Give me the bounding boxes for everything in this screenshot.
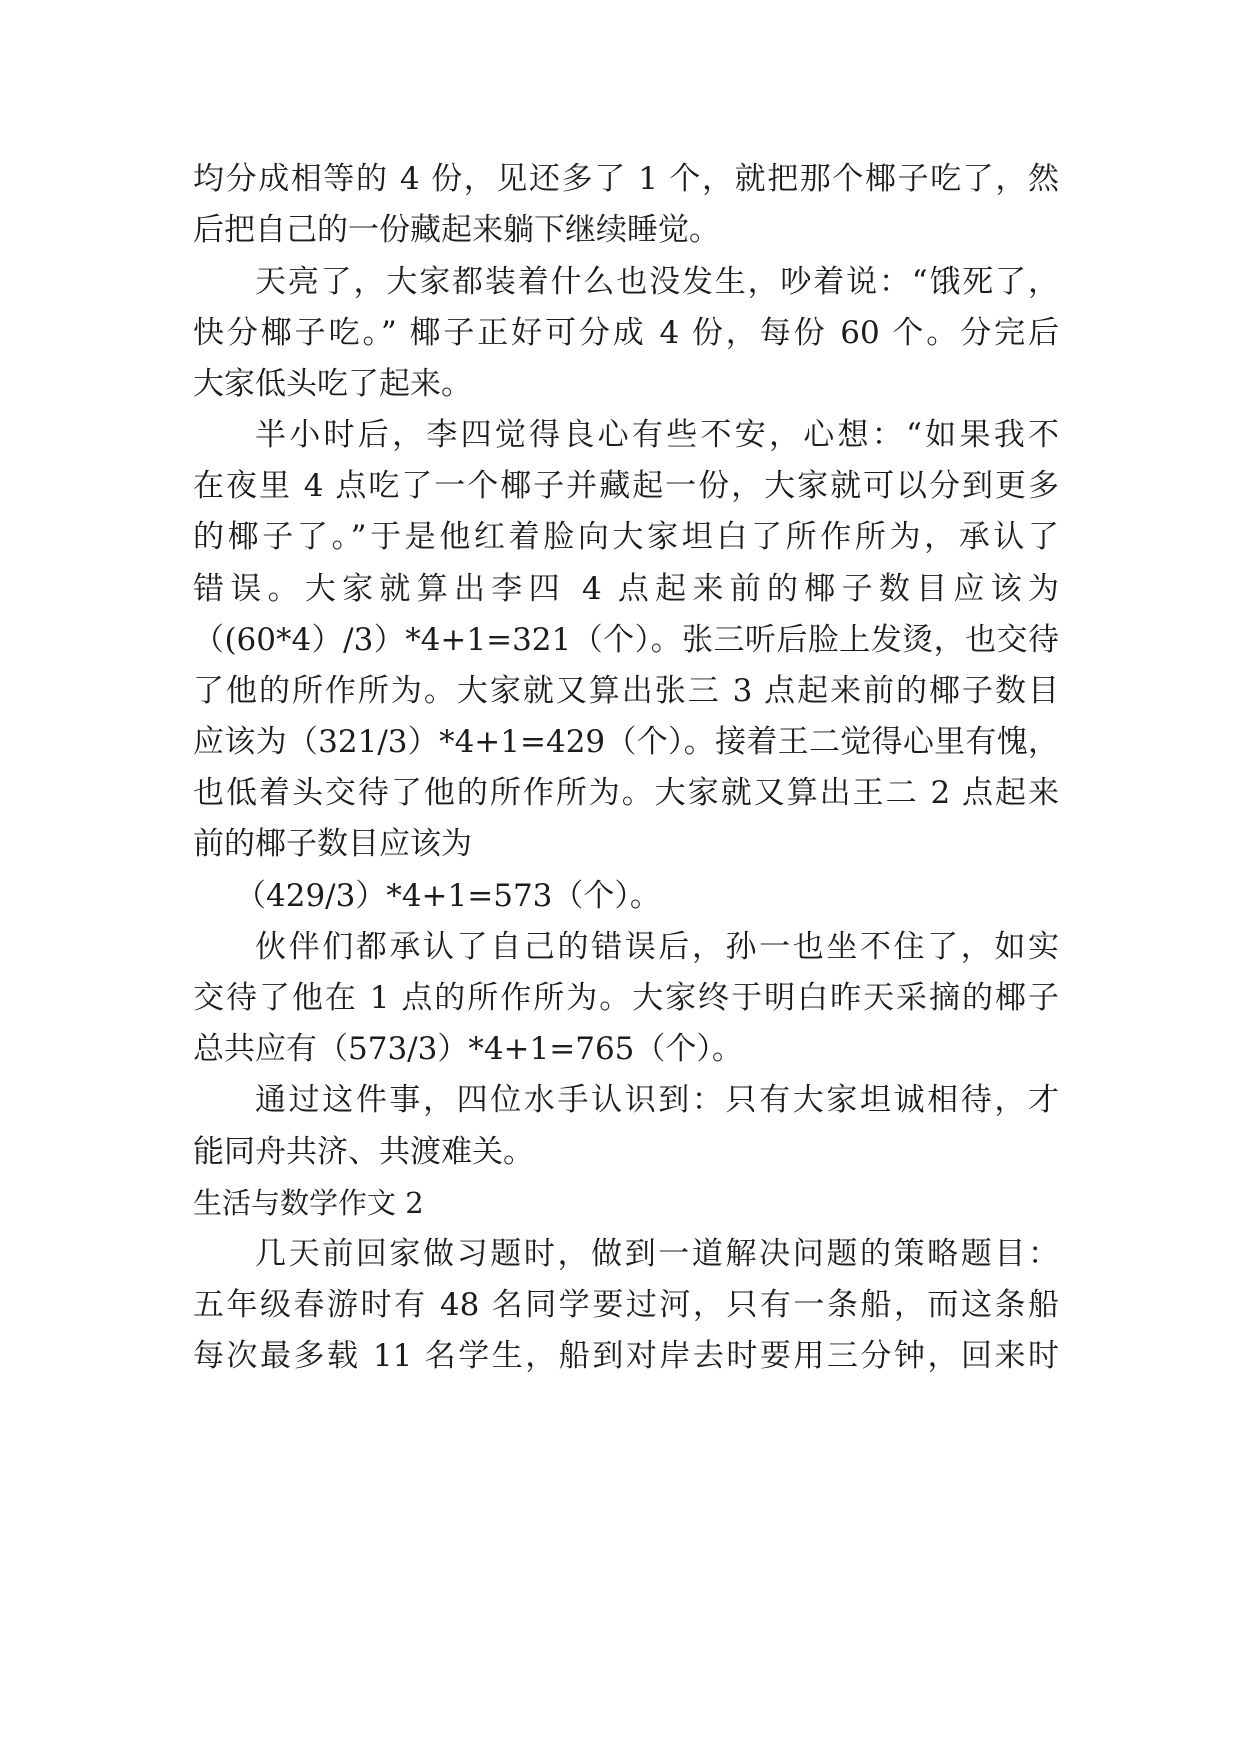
paragraph-line: 能同舟共济、共渡难关。 [193,1134,534,1170]
paragraph-first-line: 伙伴们都承认了自己的错误后，孙一也坐不住了，如实 [255,929,1059,965]
formula-line: （429/3）*4+1=573（个）。 [235,878,661,914]
paragraph-line: 后把自己的一份藏起来躺下继续睡觉。 [193,212,720,248]
paragraph-line: 在夜里 4 点吃了一个椰子并藏起一份，大家就可以分到更多 [193,468,1059,504]
formula-line: 总共应有（573/3）*4+1=765（个）。 [193,1031,743,1067]
paragraph-line: 错误。大家就算出李四 4 点起来前的椰子数目应该为 [193,571,1059,607]
section-heading: 生活与数学作文 2 [193,1186,424,1220]
paragraph-line: 快分椰子吃。” 椰子正好可分成 4 份，每份 60 个。分完后 [193,315,1059,351]
formula-line: 应该为（321/3）*4+1=429（个）。接着王二觉得心里有愧， [193,724,1059,760]
paragraph-line: 也低着头交待了他的所作所为。大家就又算出王二 2 点起来 [193,775,1059,811]
paragraph-line: 前的椰子数目应该为 [193,826,472,862]
paragraph-line: 均分成相等的 4 份，见还多了 1 个，就把那个椰子吃了，然 [193,161,1059,197]
paragraph-line: 每次最多载 11 名学生，船到对岸去时要用三分钟，回来时 [193,1338,1059,1374]
formula-line: （(60*4）/3）*4+1=321（个）。张三听后脸上发烫，也交待 [193,622,1059,658]
paragraph-first-line: 几天前回家做习题时，做到一道解决问题的策略题目： [255,1236,1059,1272]
paragraph-line: 了他的所作所为。大家就又算出张三 3 点起来前的椰子数目 [193,673,1059,709]
paragraph-first-line: 天亮了，大家都装着什么也没发生，吵着说：“饿死了， [255,264,1059,300]
paragraph-line: 的椰子了。”于是他红着脸向大家坦白了所作所为，承认了 [193,519,1059,555]
paragraph-line: 五年级春游时有 48 名同学要过河，只有一条船，而这条船 [193,1287,1059,1323]
paragraph-first-line: 通过这件事，四位水手认识到：只有大家坦诚相待，才 [255,1082,1059,1118]
paragraph-line: 交待了他在 1 点的所作所为。大家终于明白昨天采摘的椰子 [193,980,1059,1016]
paragraph-first-line: 半小时后，李四觉得良心有些不安，心想：“如果我不 [255,417,1059,453]
paragraph-line: 大家低头吃了起来。 [193,366,472,402]
